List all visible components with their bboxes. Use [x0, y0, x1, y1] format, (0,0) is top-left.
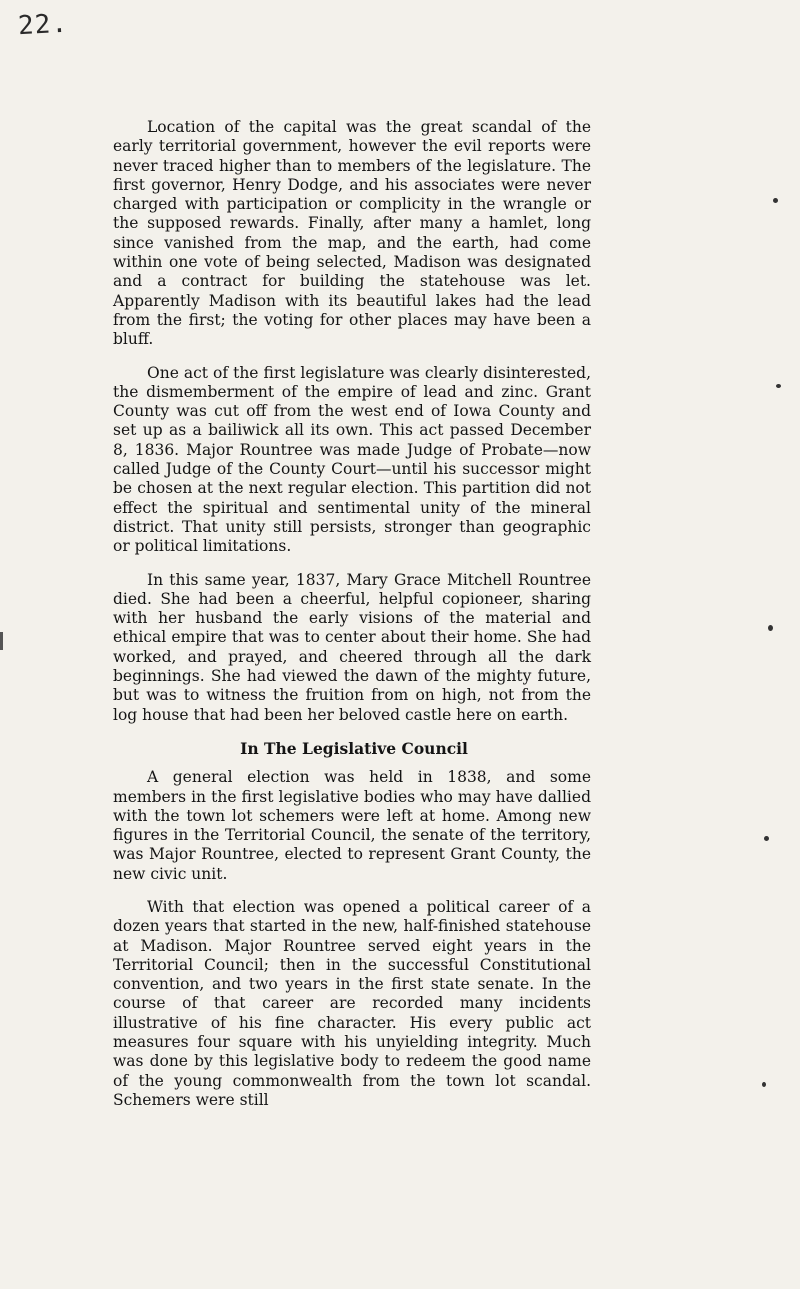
page-number: 22. [17, 8, 69, 42]
section-heading: In The Legislative Council [240, 738, 468, 758]
ink-speck [776, 384, 781, 388]
paragraph-capital-scandal: Location of the capital was the great scandal of the early territorial government, however the evil reports were never traced higher than to members of the legislature. The first governor, Henry Dodge, and his associates were never charged with participation or complicity in the wrangle or the supposed rewards. Finally, after many a hamlet, long since vanished from the map, and the earth, had come within one vote of being selected, Madison was designated and a contract for building the statehouse was let. Apparently Madison with its beautiful lakes had the lead from the first; the voting for other places may have been a bluff. [113, 118, 591, 349]
ink-speck [764, 836, 769, 841]
paragraph-political-career: With that election was opened a political career of a dozen years that started in the new, half-finished statehouse at Madison. Major Rountree served eight years in the Territorial Council; then in the successful Constitutional convention, and two years in the first state senate. In the course of that career are recorded many incidents illustrative of his fine character. His every public act measures four square with his unyielding integrity. Much was done by this legislative body to redeem the good name of the young commonwealth from the town lot scandal. Schemers were still [113, 897, 591, 1109]
ink-speck [773, 198, 778, 203]
body-text [113, 118, 591, 1124]
ink-speck [762, 1082, 766, 1087]
paragraph-mary-rountree: In this same year, 1837, Mary Grace Mitchell Rountree died. She had been a cheerful, helpful copioneer, sharing with her husband the early visions of the material and ethical empire that was to center about their home. She had worked, and prayed, and cheered through all the dark beginnings. She had viewed the dawn of the mighty future, but was to witness the fruition from on high, not from the log house that had been her beloved castle here on earth. [113, 570, 591, 724]
binding-edge-mark [0, 632, 3, 650]
paragraph-grant-county: One act of the first legislature was clearly disinterested, the dismemberment of the empire of lead and zinc. Grant County was cut off from the west end of Iowa County and set up as a bailiwick all its own. This act passed December 8, 1836. Major Rountree was made Judge of Probate—now called Judge of the County Court—until his successor might be chosen at the next regular election. This partition did not effect the spiritual and sentimental unity of the mineral district. That unity still persists, stronger than geographic or political limitations. [113, 363, 591, 556]
paragraph-general-election: A general election was held in 1838, and some members in the first legislative bodies who may have dallied with the town lot schemers were left at home. Among new figures in the Territorial Council, the senate of the territory, was Major Rountree, elected to represent Grant County, the new civic unit. [113, 768, 591, 883]
ink-speck [768, 625, 773, 631]
